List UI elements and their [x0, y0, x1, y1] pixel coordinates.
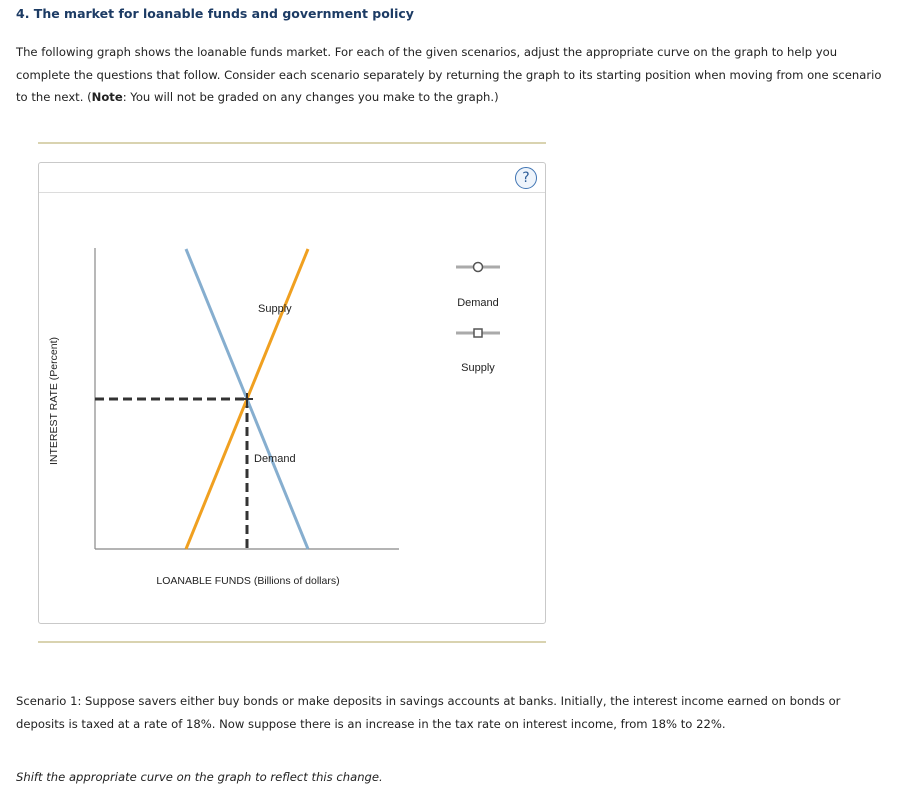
legend-supply-tool[interactable] [456, 329, 500, 337]
note-label: Note [91, 90, 123, 104]
demand-curve-label: Demand [254, 453, 296, 465]
question-title: 4. The market for loanable funds and government policy [16, 6, 414, 21]
legend-supply-label: Supply [461, 362, 495, 374]
y-axis-label: INTEREST RATE (Percent) [48, 337, 60, 465]
x-axis-label: LOANABLE FUNDS (Billions of dollars) [156, 575, 340, 587]
square-handle-icon [474, 329, 482, 337]
legend-demand-tool[interactable] [456, 263, 500, 272]
circle-handle-icon [474, 263, 483, 272]
scenario-1-text: Scenario 1: Suppose savers either buy bonds or make deposits in savings accounts at banks. Initially, the interest income earned on bonds or deposits is taxed at a rate of 18%. Now suppose there is an increase in the tax rate on interest income, from 18% to 22%. [16, 694, 841, 731]
intro-text-2: : You will not be graded on any changes you make to the graph.) [122, 90, 499, 104]
bottom-divider [38, 641, 546, 643]
legend-demand-label: Demand [457, 297, 499, 309]
scenario-instruction: Shift the appropriate curve on the graph to reflect this change. [16, 770, 383, 784]
help-icon[interactable]: ? [515, 167, 537, 189]
intro-text-1: The following graph shows the loanable funds market. For each of the given scenarios, adjust the appropriate curve on the graph to help you complete the questions that follow. Consider each scenario separately by returning the graph to its starting position when moving from one scenario to the next. ( [16, 45, 882, 104]
supply-curve-label: Supply [258, 303, 292, 315]
